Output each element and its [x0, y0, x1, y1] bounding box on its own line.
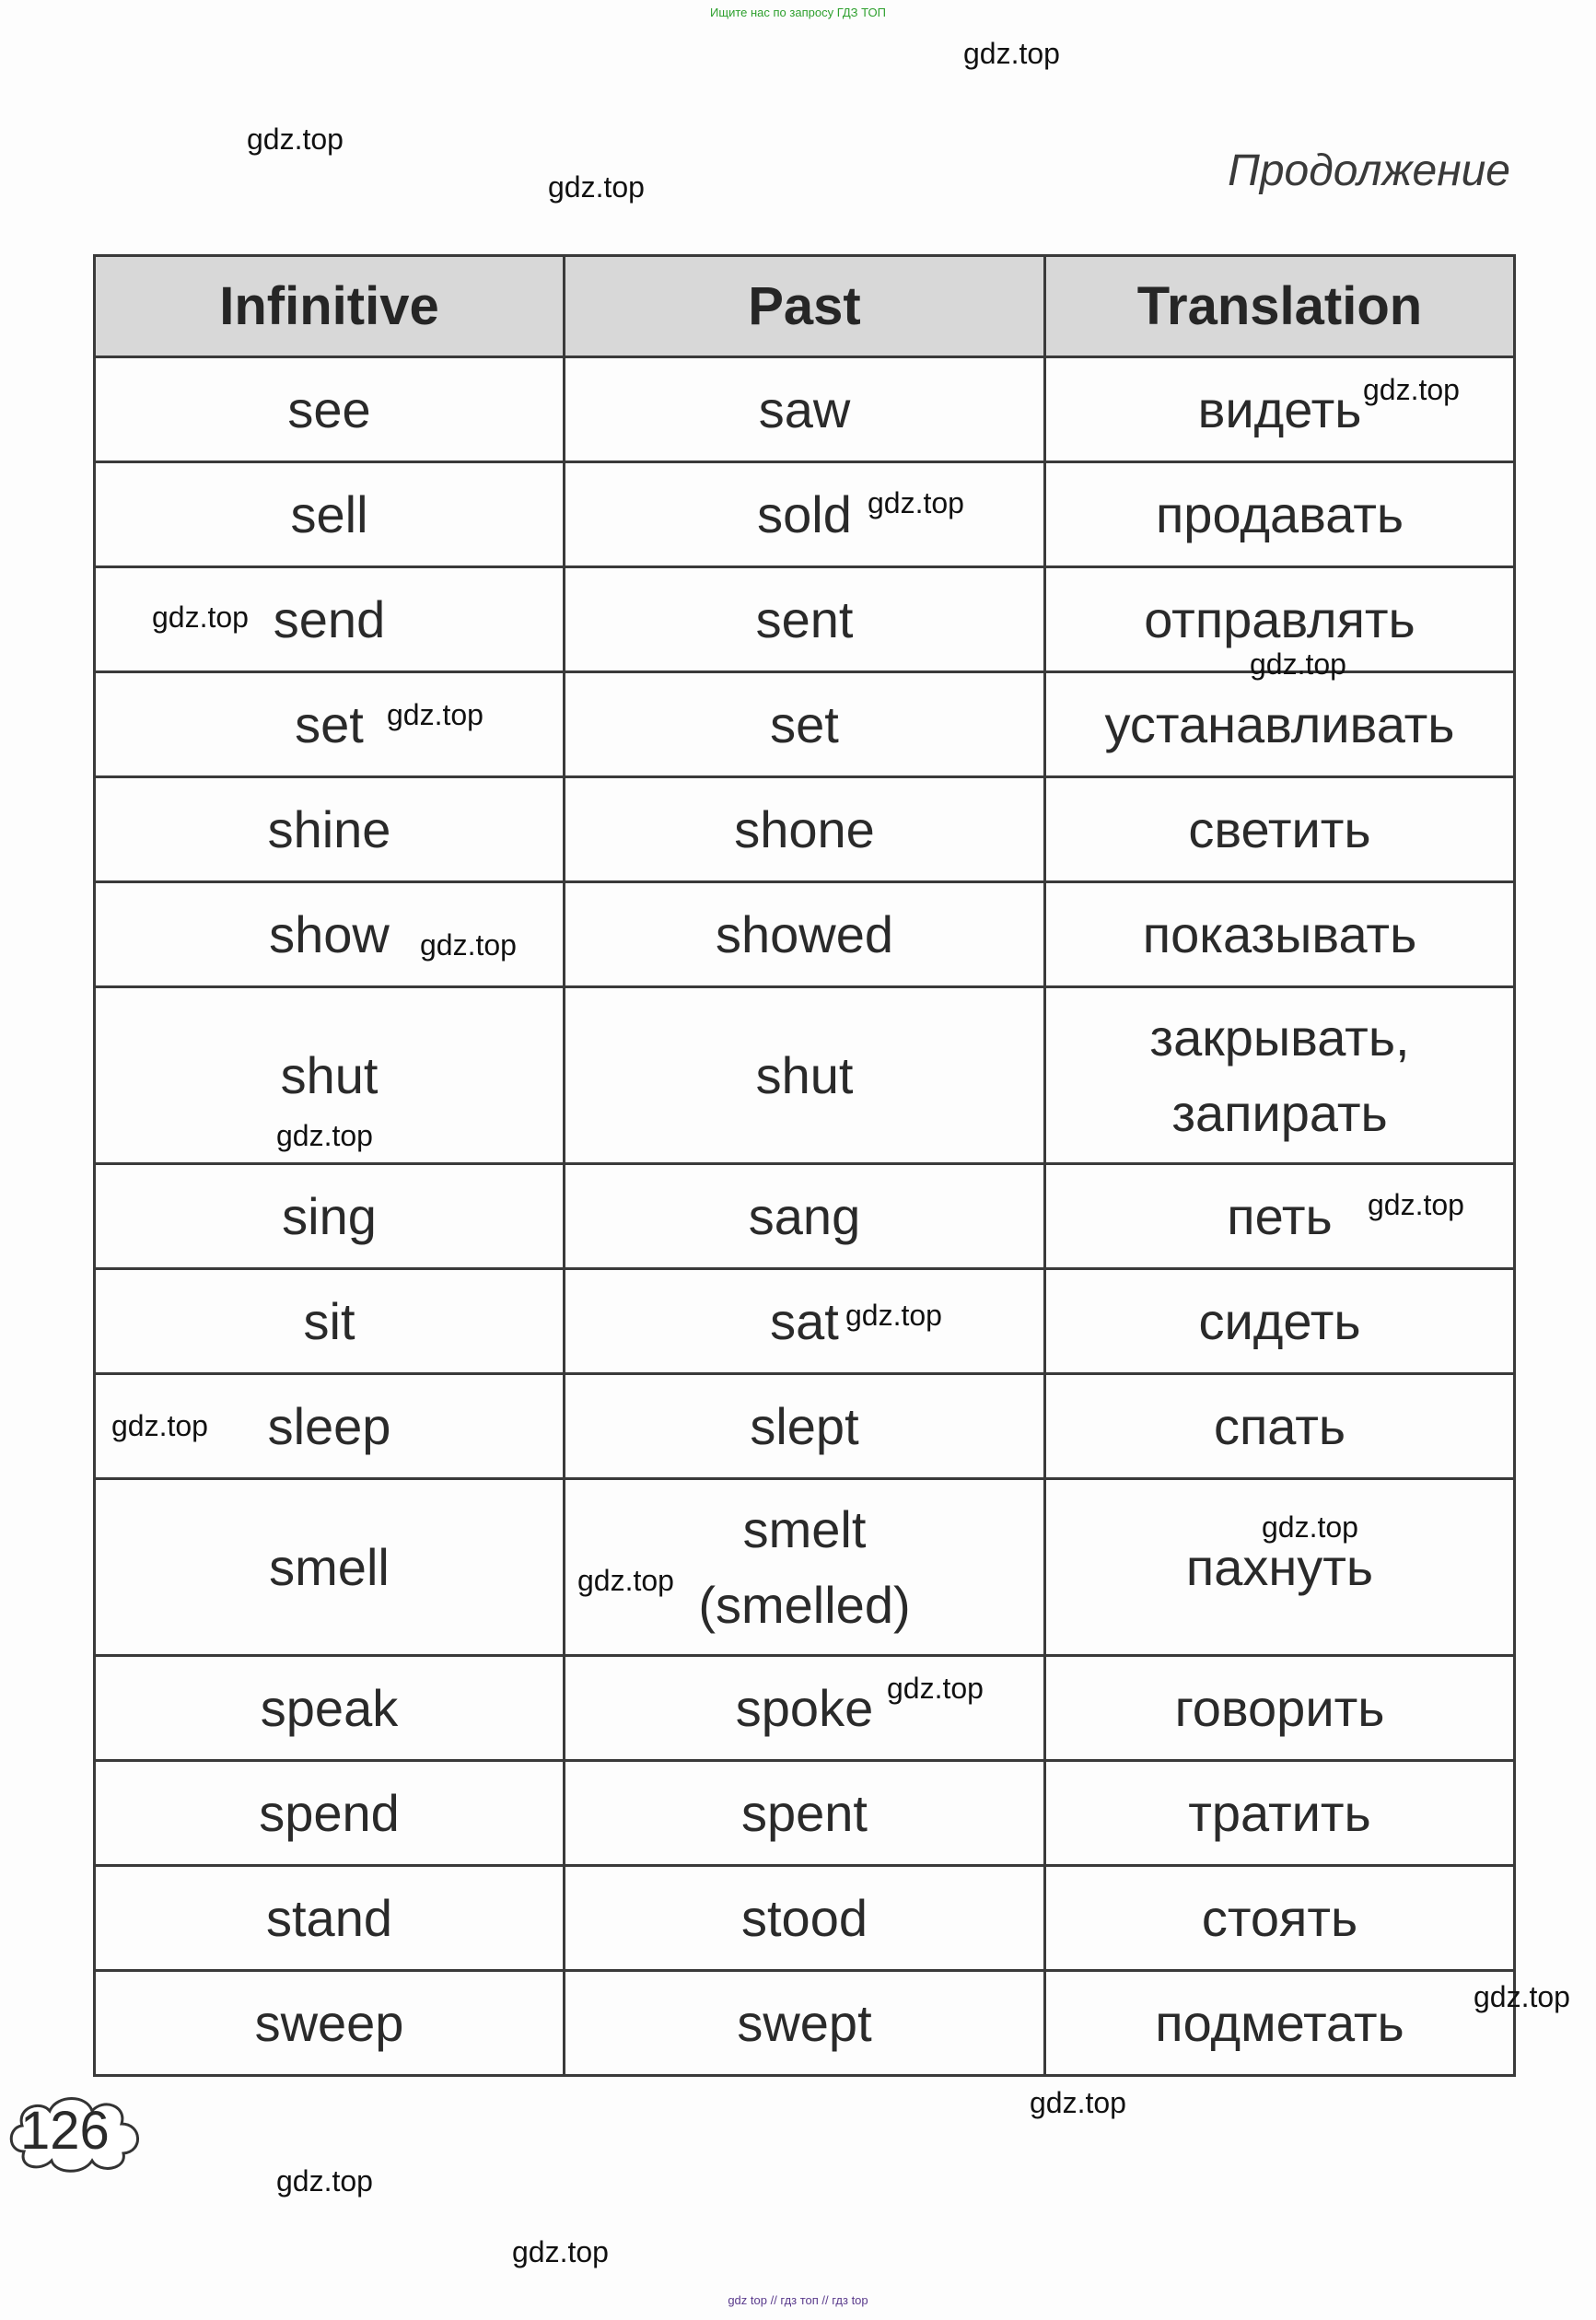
watermark-text: gdz.top [887, 1672, 984, 1705]
cell-infinitive: sing [95, 1164, 565, 1269]
table-row [95, 1656, 1515, 1761]
watermark-text: gdz.top [1030, 2086, 1126, 2119]
watermark-text: gdz.top [111, 1409, 208, 1442]
cell-past: spoke [565, 1656, 1045, 1761]
cell-infinitive: send [95, 567, 565, 672]
page-number-badge [4, 2087, 151, 2175]
watermark-text: gdz.top [387, 698, 483, 731]
table-header-row [95, 256, 1515, 357]
table-row [95, 1761, 1515, 1866]
table-row [95, 777, 1515, 882]
header-past: Past [565, 256, 1045, 357]
continuation-label: Продолжение [1228, 146, 1510, 195]
cell-past: sang [565, 1164, 1045, 1269]
watermark-text: gdz.top [276, 1119, 373, 1152]
cell-past: set [565, 672, 1045, 777]
watermark-text: gdz.top [420, 928, 517, 962]
watermark-text: gdz.top [276, 2164, 373, 2198]
cell-past: shone [565, 777, 1045, 882]
irregular-verbs-table [93, 254, 1516, 2077]
watermark-text: gdz.top [1474, 1980, 1570, 2013]
cell-past: slept [565, 1374, 1045, 1479]
watermark-text: gdz.top [1368, 1188, 1464, 1221]
cell-infinitive: smell [95, 1479, 565, 1656]
cell-infinitive: see [95, 357, 565, 462]
cell-translation: отправлять [1045, 567, 1515, 672]
watermark-text: gdz.top [577, 1564, 674, 1597]
top-banner[interactable]: Ищите нас по запросу ГДЗ ТОП [710, 6, 886, 19]
cell-infinitive: show [95, 882, 565, 987]
cell-translation: тратить [1045, 1761, 1515, 1866]
cell-translation: закрывать, запирать [1045, 987, 1515, 1164]
cell-infinitive: set [95, 672, 565, 777]
table-row [95, 1866, 1515, 1971]
cell-infinitive: speak [95, 1656, 565, 1761]
watermark-text: gdz.top [868, 486, 964, 519]
watermark-text: gdz.top [548, 170, 645, 204]
watermark-text: gdz.top [845, 1299, 942, 1332]
cell-infinitive: shut [95, 987, 565, 1164]
cell-past: sent [565, 567, 1045, 672]
watermark-text: gdz.top [1363, 373, 1460, 406]
page-number: 126 [20, 2101, 110, 2161]
table-row [95, 357, 1515, 462]
cell-past: showed [565, 882, 1045, 987]
cell-past: swept [565, 1971, 1045, 2076]
cell-infinitive: sleep [95, 1374, 565, 1479]
table-row [95, 1971, 1515, 2076]
bottom-banner[interactable]: gdz top // гдз топ // гдз top [728, 2293, 868, 2307]
table-row [95, 882, 1515, 987]
watermark-text: gdz.top [152, 600, 249, 634]
cell-past: shut [565, 987, 1045, 1164]
cell-past: spent [565, 1761, 1045, 1866]
table-row [95, 672, 1515, 777]
watermark-text: gdz.top [247, 122, 344, 156]
cell-infinitive: sweep [95, 1971, 565, 2076]
table-row [95, 1269, 1515, 1374]
cell-past: saw [565, 357, 1045, 462]
watermark-text: gdz.top [1262, 1510, 1358, 1544]
cell-translation: спать [1045, 1374, 1515, 1479]
cell-translation: петь [1045, 1164, 1515, 1269]
table-body [95, 357, 1515, 2076]
table-row [95, 462, 1515, 567]
cell-past: sold [565, 462, 1045, 567]
cell-translation: устанавливать [1045, 672, 1515, 777]
table-row [95, 1374, 1515, 1479]
cell-past: stood [565, 1866, 1045, 1971]
cell-past: sat [565, 1269, 1045, 1374]
cell-translation: показывать [1045, 882, 1515, 987]
watermark-text: gdz.top [512, 2235, 609, 2268]
cell-translation: подметать [1045, 1971, 1515, 2076]
cell-translation: светить [1045, 777, 1515, 882]
cell-infinitive: sell [95, 462, 565, 567]
cell-infinitive: sit [95, 1269, 565, 1374]
header-translation: Translation [1045, 256, 1515, 357]
cell-translation: стоять [1045, 1866, 1515, 1971]
cell-infinitive: shine [95, 777, 565, 882]
header-infinitive: Infinitive [95, 256, 565, 357]
cell-translation: видеть [1045, 357, 1515, 462]
table-row [95, 1479, 1515, 1656]
cell-translation: продавать [1045, 462, 1515, 567]
cell-translation: сидеть [1045, 1269, 1515, 1374]
cell-infinitive: spend [95, 1761, 565, 1866]
cell-translation: пахнуть [1045, 1479, 1515, 1656]
table-row [95, 1164, 1515, 1269]
cell-translation: говорить [1045, 1656, 1515, 1761]
cell-infinitive: stand [95, 1866, 565, 1971]
cell-past: smelt (smelled) [565, 1479, 1045, 1656]
watermark-text: gdz.top [963, 37, 1060, 70]
watermark-text: gdz.top [1250, 647, 1346, 681]
